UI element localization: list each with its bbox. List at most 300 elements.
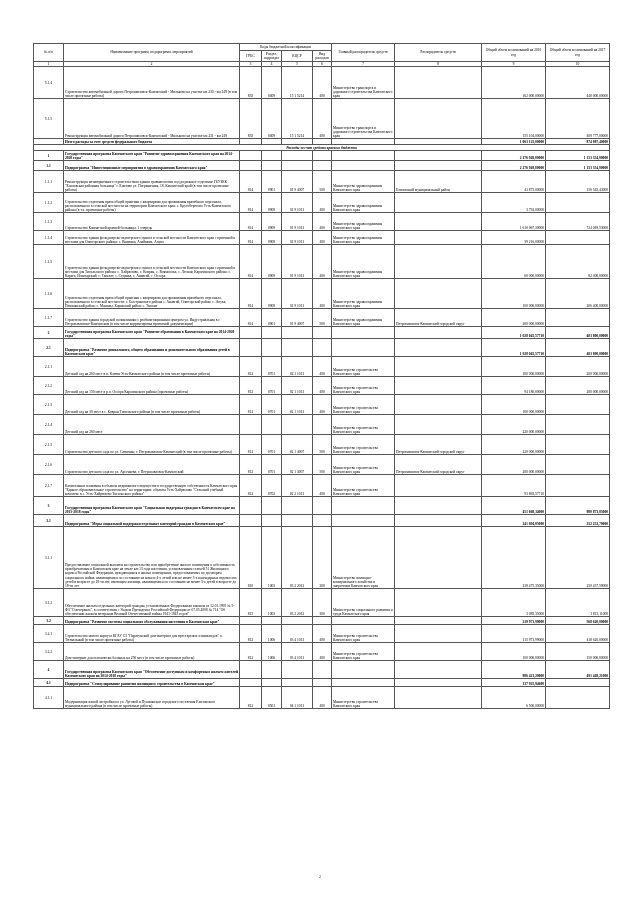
cell-no: 5.1.4 xyxy=(34,67,64,99)
cell-vr: 400 xyxy=(313,193,332,213)
cell-vr: 400 xyxy=(313,643,332,661)
column-index-cell: 8 xyxy=(395,62,482,67)
cell-manager xyxy=(332,327,395,339)
cell-name: Подпрограмма "Меры социальной поддержки отдельных категорий граждан в Камчатском крае" xyxy=(64,515,240,527)
cell-name: Детский сад на 260 мест в п. Ключи Усть-Камчатского района (в том числе проектные работы) xyxy=(64,357,240,377)
cell-manager: Министерство транспорта и дорожного строительства Камчатского края xyxy=(332,67,395,99)
col-manager: Главный распорядитель средств xyxy=(332,44,395,62)
cell-vr xyxy=(313,661,332,679)
cell-vr: 400 xyxy=(313,213,332,231)
cell-razdel xyxy=(262,617,282,625)
cell-no: 1.1.1 xyxy=(34,171,64,193)
cell-sum-2017: 409 777,00000 xyxy=(546,99,610,139)
cell-razdel: 0702 xyxy=(262,475,282,497)
cell-vr: 500 xyxy=(313,309,332,327)
cell-csr xyxy=(282,327,313,339)
cell-manager: Министерство здравоохранения Камчатского края xyxy=(332,309,395,327)
table-row xyxy=(34,643,610,661)
cell-no: 3.2.2 xyxy=(34,643,64,661)
cell-sum-2017 xyxy=(546,193,610,213)
cell-sum-2016: 219 973,99000 xyxy=(482,617,546,625)
cell-sum-2016: 100 000,00000 xyxy=(482,395,546,415)
cell-no: 2.1.2 xyxy=(34,377,64,395)
cell-grbs: 835 xyxy=(240,67,262,99)
cell-sum-2017 xyxy=(546,395,610,415)
cell-grbs: 814 xyxy=(240,309,262,327)
cell-sum-2017: 980 873,05000 xyxy=(546,497,610,515)
cell-vr: 300 xyxy=(313,527,332,589)
cell-razdel: 0909 xyxy=(262,193,282,213)
cell-manager: Министерство строительства Камчатского края xyxy=(332,475,395,497)
col-name: Наименование программ, подпрограмм, мероприятий xyxy=(64,44,240,62)
cell-no: 3.1 xyxy=(34,515,64,527)
cell-razdel: 1003 xyxy=(262,527,282,589)
cell-sum-2016: 451 668,34000 xyxy=(482,497,546,515)
cell-grbs xyxy=(240,515,262,527)
cell-sum-2016: 137 925,94600 xyxy=(482,679,546,687)
cell-name: Государственная программа Камчатского края "Развитие образования в Камчатском крае на 2014-2020 годы" xyxy=(64,327,240,339)
cell-recipient xyxy=(395,687,482,709)
cell-razdel xyxy=(262,327,282,339)
cell-sum-2017: 724 049,53000 xyxy=(546,213,610,231)
cell-csr: 03 4 1013 xyxy=(282,643,313,661)
cell-grbs: 810 xyxy=(240,527,262,589)
cell-vr xyxy=(313,515,332,527)
cell-vr: 400 xyxy=(313,475,332,497)
cell-sum-2016: 220 000,00000 xyxy=(482,435,546,455)
cell-vr xyxy=(313,339,332,357)
cell-sum-2017 xyxy=(546,435,610,455)
column-index-cell: 7 xyxy=(332,62,395,67)
cell-sum-2016: 155 104,00000 xyxy=(482,99,546,139)
cell-csr xyxy=(282,661,313,679)
cell-vr: 400 xyxy=(313,67,332,99)
cell-recipient xyxy=(395,193,482,213)
cell-sum-2017: 150 000,00000 xyxy=(546,643,610,661)
cell-sum-2016: 43 875,00000 xyxy=(482,171,546,193)
cell-grbs xyxy=(240,497,262,515)
cell-manager xyxy=(332,617,395,625)
cell-name: Реконструкция автомобильной дороги Петропавловск-Камчатский - Мильково на участке км 231 - км 249 xyxy=(64,99,240,139)
cell-razdel xyxy=(262,161,282,171)
cell-name: Строительство Камчатской краевой больницы, 1 очередь xyxy=(64,213,240,231)
cell-vr: 400 xyxy=(313,377,332,395)
cell-sum-2016: 162 000,00000 xyxy=(482,67,546,99)
cell-no: 1.1.6 xyxy=(34,279,64,309)
cell-csr xyxy=(282,415,313,435)
table-row xyxy=(34,395,610,415)
cell-no: 2.1.1 xyxy=(34,357,64,377)
cell-no: 2.1.7 xyxy=(34,475,64,497)
cell-razdel: 0501 xyxy=(262,687,282,709)
cell-recipient xyxy=(395,213,482,231)
cell-sum-2016: 94 180,00000 xyxy=(482,377,546,395)
cell-csr xyxy=(282,497,313,515)
cell-csr: 15 1 5214 xyxy=(282,99,313,139)
cell-csr: 02 1 4007 xyxy=(282,435,313,455)
cell-sum-2016: 1 063 125,00000 xyxy=(482,139,546,145)
table-row xyxy=(34,415,610,435)
cell-grbs: 814 xyxy=(240,213,262,231)
cell-grbs xyxy=(240,617,262,625)
cell-no: 4 xyxy=(34,661,64,679)
cell-manager: Министерство строительства Камчатского края xyxy=(332,455,395,475)
section-title: Расходы за счет средств краевого бюджета xyxy=(34,145,610,151)
cell-grbs xyxy=(240,327,262,339)
cell-sum-2017: 874 087,40000 xyxy=(546,139,610,145)
cell-recipient xyxy=(395,161,482,171)
cell-sum-2016: 2 276 949,80000 xyxy=(482,161,546,171)
cell-csr: 04 1 1013 xyxy=(282,687,313,709)
cell-no: 2.1.3 xyxy=(34,395,64,415)
cell-csr xyxy=(282,151,313,161)
cell-name: Государственная программа Камчатского края "Социальная поддержка граждан в Камчатском крае на 2015-2018 годы" xyxy=(64,497,240,515)
table-row xyxy=(34,339,610,357)
cell-no: 1.1.4 xyxy=(34,231,64,245)
cell-csr: 02 1 1013 xyxy=(282,357,313,377)
cell-razdel: 0901 xyxy=(262,309,282,327)
cell-sum-2016: 220 000,00000 xyxy=(482,415,546,435)
cell-grbs: 815 xyxy=(240,589,262,617)
cell-manager xyxy=(332,151,395,161)
cell-recipient xyxy=(395,415,482,435)
cell-csr: 02 1 4007 xyxy=(282,455,313,475)
cell-grbs: 812 xyxy=(240,475,262,497)
cell-recipient: Петропавловск-Камчатский городской округ xyxy=(395,455,482,475)
cell-sum-2016: 241 694,05000 xyxy=(482,515,546,527)
cell-vr xyxy=(313,161,332,171)
col-razdel: Раздел, подраздел xyxy=(262,51,282,62)
cell-sum-2017: 403 800,00000 xyxy=(546,327,610,339)
cell-name: Строительство здания фельдшерско-акушерского пункта в сельской местности Камчатского края с приемной и местами для Олюторского района: с. Вывенка, Ачайваям, Апука xyxy=(64,231,240,245)
cell-csr: 01 9 1013 xyxy=(282,245,313,279)
cell-sum-2016: 3 085,35000 xyxy=(482,589,546,617)
cell-csr xyxy=(282,617,313,625)
cell-sum-2017: 418 620,00000 xyxy=(546,625,610,643)
column-index-cell: 6 xyxy=(313,62,332,67)
cell-name: Строительство автомобильной дороги Петропавловск-Камчатский - Мильково на участке км 230 - км 249 (в том числе проектные работы) xyxy=(64,67,240,99)
cell-name: Предоставление социальной выплаты на строительство или приобретение жилого помещения в собственность приобретаемым в Камчатском крае на земле кат.13 года населения, установленным статьей 51 Жилищного кодекса Российской Федерации, нуждающимся в жилых помещениях, предоставляемых по договорам социального найма, являющимися по состоянию на начало 4-х летий или не менее 3-х календарных ведомостях детей в возрасте до 18-ти лет, имеющим жилищи, являющимися по состоянию не менее 3-х детей в возрасте до 18-ти лет xyxy=(64,527,240,589)
cell-name: Реконструкция незавершенного строительством здания травматологии под родильное отделение ГБУЗКК "Елизовская районная больница" г. Елизово ул. Пограничная, 18, Камчатский край (в том числе проектные работы) xyxy=(64,171,240,193)
table-row xyxy=(34,357,610,377)
cell-grbs: 814 xyxy=(240,193,262,213)
cell-grbs xyxy=(240,679,262,687)
cell-sum-2017: 252 252,70000 xyxy=(546,515,610,527)
table-row xyxy=(34,661,610,679)
cell-name: Подпрограмма "Инвестиционные мероприятия в здравоохранении Камчатского края" xyxy=(64,161,240,171)
cell-razdel: 0701 xyxy=(262,377,282,395)
col-sum-2016: Общий объем ассигнований на 2016 год xyxy=(482,44,546,62)
cell-razdel: 1003 xyxy=(262,589,282,617)
cell-recipient xyxy=(395,99,482,139)
table-row xyxy=(34,171,610,193)
cell-csr: 03 2 2012 xyxy=(282,589,313,617)
cell-name: Капитальные вложения в объекты недвижимого имущества в государственную собственность Камчатского края "Единое образовательное строительство" на территории: объекты Усть-Хайрюзово "Сельский учебный комплекс в с. Усть-Хайрюзово Тигильского района" xyxy=(64,475,240,497)
cell-csr: 15 1 5214 xyxy=(282,67,313,99)
cell-manager xyxy=(332,339,395,357)
cell-sum-2017: 440 000,00000 xyxy=(546,67,610,99)
cell-sum-2017: 491 449,21000 xyxy=(546,661,610,679)
cell-no: 3.2 xyxy=(34,617,64,625)
cell-manager: Министерство здравоохранения Камчатского края xyxy=(332,171,395,193)
cell-vr xyxy=(313,327,332,339)
cell-vr: 400 xyxy=(313,625,332,643)
table-row xyxy=(34,327,610,339)
cell-sum-2017: 250 437,59000 xyxy=(546,527,610,589)
column-index-cell: 2 xyxy=(64,62,240,67)
cell-grbs: 812 xyxy=(240,625,262,643)
cell-vr: 500 xyxy=(313,435,332,455)
cell-vr xyxy=(313,415,332,435)
cell-name: Строительство нового корпуса КГАУ СЗ "Паратунский дом-интернат для престарелых и инвалидов" п. Termальный (в том числе проектные работы) xyxy=(64,625,240,643)
cell-razdel: 0701 xyxy=(262,357,282,377)
cell-sum-2017 xyxy=(546,475,610,497)
cell-no: 3 xyxy=(34,497,64,515)
cell-sum-2016: 1 610 067,30000 xyxy=(482,213,546,231)
cell-no: 2 xyxy=(34,327,64,339)
cell-razdel: 1006 xyxy=(262,643,282,661)
cell-recipient xyxy=(395,589,482,617)
cell-recipient xyxy=(395,357,482,377)
col-vr: Вид расходов xyxy=(313,51,332,62)
cell-recipient xyxy=(395,395,482,415)
cell-grbs xyxy=(240,339,262,357)
cell-sum-2016: 60 000,00000 xyxy=(482,245,546,279)
cell-no: 1.1.2 xyxy=(34,193,64,213)
table-row xyxy=(34,231,610,245)
cell-no: 5.1.5 xyxy=(34,99,64,139)
table-row xyxy=(34,687,610,709)
cell-name: Подпрограмма "Развитие дошкольного, общего образования и дополнительного образования детей в Камчатском крае" xyxy=(64,339,240,357)
cell-sum-2017 xyxy=(546,687,610,709)
cell-sum-2017: 200 000,00000 xyxy=(546,377,610,395)
cell-vr: 400 xyxy=(313,687,332,709)
cell-sum-2016: 3 792,00000 xyxy=(482,193,546,213)
table-row xyxy=(34,679,610,687)
cell-grbs: 812 xyxy=(240,395,262,415)
cell-sum-2016: 39 216,00000 xyxy=(482,231,546,245)
cell-manager: Министерство строительства Камчатского края xyxy=(332,357,395,377)
cell-recipient xyxy=(395,617,482,625)
cell-razdel: 0409 xyxy=(262,99,282,139)
cell-manager: Министерство здравоохранения Камчатского края xyxy=(332,231,395,245)
cell-no: 1.1.3 xyxy=(34,213,64,231)
cell-sum-2016: 115 973,99000 xyxy=(482,625,546,643)
cell-sum-2017: 1 153 354,90000 xyxy=(546,151,610,161)
cell-recipient: Петропавловск-Камчатский городской округ xyxy=(395,435,482,455)
cell-manager: Министерство строительства Камчатского края xyxy=(332,395,395,415)
cell-grbs: 814 xyxy=(240,231,262,245)
cell-name: Строительство отделения врача общей практики с квартирами для проживания врачебного персонала, расположенного в сельской местности на территории Камчатского края: с. Крутоберегово Усть-Камчатского района (в т.ч. проектные работы) xyxy=(64,193,240,213)
cell-manager xyxy=(332,497,395,515)
cell-vr: 500 xyxy=(313,171,332,193)
table-row xyxy=(34,515,610,527)
table-row xyxy=(34,245,610,279)
cell-manager: Министерство строительства Камчатского края xyxy=(332,435,395,455)
cell-name: Государственная программа Камчатского края "Обеспечение доступным и комфортным жильем жителей Камчатского края на 2014-2018 годы" xyxy=(64,661,240,679)
table-header xyxy=(34,44,610,67)
cell-no: 4.1 xyxy=(34,679,64,687)
cell-sum-2016: 100 000,00000 xyxy=(482,357,546,377)
cell-grbs: 814 xyxy=(240,171,262,193)
cell-razdel: 0909 xyxy=(262,245,282,279)
cell-razdel: 0901 xyxy=(262,171,282,193)
cell-manager: Министерство здравоохранения Камчатского края xyxy=(332,279,395,309)
table-row xyxy=(34,151,610,161)
cell-sum-2017: 403 800,00000 xyxy=(546,339,610,357)
cell-recipient xyxy=(395,151,482,161)
cell-sum-2017: 200 000,00000 xyxy=(546,357,610,377)
cell-csr: 02 1 1013 xyxy=(282,377,313,395)
cell-sum-2017: 206 400,00000 xyxy=(546,279,610,309)
cell-manager: Министерство строительства Камчатского края xyxy=(332,415,395,435)
table-row xyxy=(34,497,610,515)
table-row xyxy=(34,161,610,171)
cell-csr xyxy=(282,339,313,357)
column-index-cell: 5 xyxy=(282,62,313,67)
cell-manager xyxy=(332,679,395,687)
cell-grbs xyxy=(240,151,262,161)
cell-sum-2016: 200 000,00000 xyxy=(482,309,546,327)
cell-no: 1.1.7 xyxy=(34,309,64,327)
cell-name: Строительство детского сада по ул. Савченко, г. Петропавловск-Камчатский (в том числе проектные работы) xyxy=(64,435,240,455)
cell-manager: Министерство транспорта и дорожного строительства Камчатского края xyxy=(332,99,395,139)
page-number: 2 xyxy=(319,874,321,879)
cell-sum-2017: 1 815,11000 xyxy=(546,589,610,617)
column-index-cell: 10 xyxy=(546,62,610,67)
cell-no: 2.1.6 xyxy=(34,455,64,475)
cell-name: Подпрограмма "Стимулирование развития жилищного строительства в Камчатском крае" xyxy=(64,679,240,687)
cell-csr: 03 2 2012 xyxy=(282,527,313,589)
cell-grbs xyxy=(240,161,262,171)
cell-razdel: 0909 xyxy=(262,279,282,309)
cell-no: 3.1.2 xyxy=(34,589,64,617)
cell-csr: 02 1 1013 xyxy=(282,395,313,415)
cell-vr xyxy=(313,497,332,515)
cell-grbs: 835 xyxy=(240,99,262,139)
cell-no: 2.1 xyxy=(34,339,64,357)
cell-name: Подпрограмма "Развитие системы социального обслуживания населения в Камчатском крае" xyxy=(64,617,240,625)
cell-manager: Министерство здравоохранения Камчатского края xyxy=(332,213,395,231)
cell-manager: Министерство строительства Камчатского края xyxy=(332,625,395,643)
budget-table xyxy=(33,43,610,709)
cell-csr: 01 9 1013 xyxy=(282,279,313,309)
cell-name: Строительство здания городской поликлиники с реабилитационным центром ул. Индустриальная в г. Петропавловске-Камчатском (в том числе корректировка проектной документации) xyxy=(64,309,240,327)
cell-vr: 500 xyxy=(313,455,332,475)
cell-csr: 01 9 1013 xyxy=(282,193,313,213)
column-index-cell: 3 xyxy=(240,62,262,67)
cell-recipient xyxy=(395,497,482,515)
cell-recipient xyxy=(395,679,482,687)
cell-sum-2017: 1 153 354,90000 xyxy=(546,161,610,171)
cell-no: 1.1 xyxy=(34,161,64,171)
cell-razdel: 0701 xyxy=(262,455,282,475)
cell-sum-2016: 100 000,00000 xyxy=(482,279,546,309)
cell-recipient xyxy=(395,245,482,279)
cell-no: 4.1.1 xyxy=(34,687,64,709)
cell-no: 3.2.1 xyxy=(34,625,64,643)
cell-recipient xyxy=(395,527,482,589)
cell-name: Строительство детского сада по ул. Арсеньева, г. Петропавловск-Камчатский xyxy=(64,455,240,475)
cell-sum-2016: 100 000,00000 xyxy=(482,643,546,661)
cell-razdel: 0701 xyxy=(262,435,282,455)
cell-manager xyxy=(332,515,395,527)
column-index-cell: 9 xyxy=(482,62,546,67)
cell-sum-2017: 156 545,43000 xyxy=(546,171,610,193)
cell-recipient xyxy=(395,625,482,643)
table-row xyxy=(34,193,610,213)
cell-sum-2017 xyxy=(546,231,610,245)
cell-csr xyxy=(282,161,313,171)
col-recipient: Распорядитель средств xyxy=(395,44,482,62)
cell-csr xyxy=(282,679,313,687)
cell-recipient xyxy=(395,339,482,357)
cell-no: 2.1.5 xyxy=(34,435,64,455)
cell-razdel xyxy=(262,515,282,527)
col-sum-2017: Общий объем ассигнований на 2017 год xyxy=(546,44,610,62)
cell-vr: 300 xyxy=(313,589,332,617)
table-row xyxy=(34,475,610,497)
cell-manager: Министерство социального развития и труда Камчатского края xyxy=(332,589,395,617)
cell-manager: Министерство строительства Камчатского края xyxy=(332,377,395,395)
cell-sum-2016: 200 000,00000 xyxy=(482,455,546,475)
cell-name: Детский сад на 150 мест в р.п. Оссора Карагинского района (проектные работы) xyxy=(64,377,240,395)
col-csr: КЦСР xyxy=(282,51,313,62)
cell-razdel: 1006 xyxy=(262,625,282,643)
cell-sum-2017: 568 620,00000 xyxy=(546,617,610,625)
cell-grbs xyxy=(240,661,262,679)
cell-razdel: 0701 xyxy=(262,395,282,415)
cell-razdel xyxy=(262,151,282,161)
cell-csr: 02 2 1013 xyxy=(282,475,313,497)
cell-vr xyxy=(313,151,332,161)
cell-sum-2016: 1 028 045,57710 xyxy=(482,327,546,339)
cell-manager: Министерство строительства Камчатского края xyxy=(332,687,395,709)
cell-name: Государственная программа Камчатского края "Развитие здравоохранения Камчатского края на 2014-2020 годы" xyxy=(64,151,240,161)
cell-grbs xyxy=(240,415,262,435)
cell-manager: Министерство строительства Камчатского края xyxy=(332,643,395,661)
cell-sum-2016: 2 276 949,80000 xyxy=(482,151,546,161)
cell-recipient xyxy=(395,279,482,309)
cell-csr: 01 9 1013 xyxy=(282,213,313,231)
cell-sum-2017 xyxy=(546,415,610,435)
cell-sum-2017 xyxy=(546,309,610,327)
cell-vr: 400 xyxy=(313,231,332,245)
col-no: № п/п xyxy=(34,44,64,62)
cell-sum-2016: 986 421,20000 xyxy=(482,661,546,679)
cell-sum-2016: 6 500,00000 xyxy=(482,687,546,709)
cell-recipient xyxy=(395,643,482,661)
cell-vr: 400 xyxy=(313,99,332,139)
table-row xyxy=(34,455,610,475)
cell-grbs: 812 xyxy=(240,357,262,377)
cell-csr: 01 9 4007 xyxy=(282,171,313,193)
cell-csr: 03 4 1013 xyxy=(282,625,313,643)
cell-sum-2016: 1 028 045,57710 xyxy=(482,339,546,357)
column-index-cell: 4 xyxy=(262,62,282,67)
cell-sum-2017 xyxy=(546,679,610,687)
cell-name: Детский сад на 260 мест xyxy=(64,415,240,435)
cell-recipient xyxy=(395,661,482,679)
table-row xyxy=(34,99,610,139)
table-row xyxy=(34,279,610,309)
cell-manager: Министерство здравоохранения Камчатского края xyxy=(332,193,395,213)
cell-sum-2016: 93 865,57710 xyxy=(482,475,546,497)
cell-name: Строительство здания фельдшерско-акушерского пункта в сельской местности Камчатского края с приемной и местами для Тигильского района: с. Хайрюзово, с. Ковран, с. Воямполка, с. Лесная; Карагинского района: с. Карага, Ильпырский, с. Тымлат; с. Седанка, с. Анавгай, с. Оссора xyxy=(64,245,240,279)
cell-razdel: 0409 xyxy=(262,67,282,99)
cell-vr: 400 xyxy=(313,279,332,309)
cell-razdel xyxy=(262,497,282,515)
